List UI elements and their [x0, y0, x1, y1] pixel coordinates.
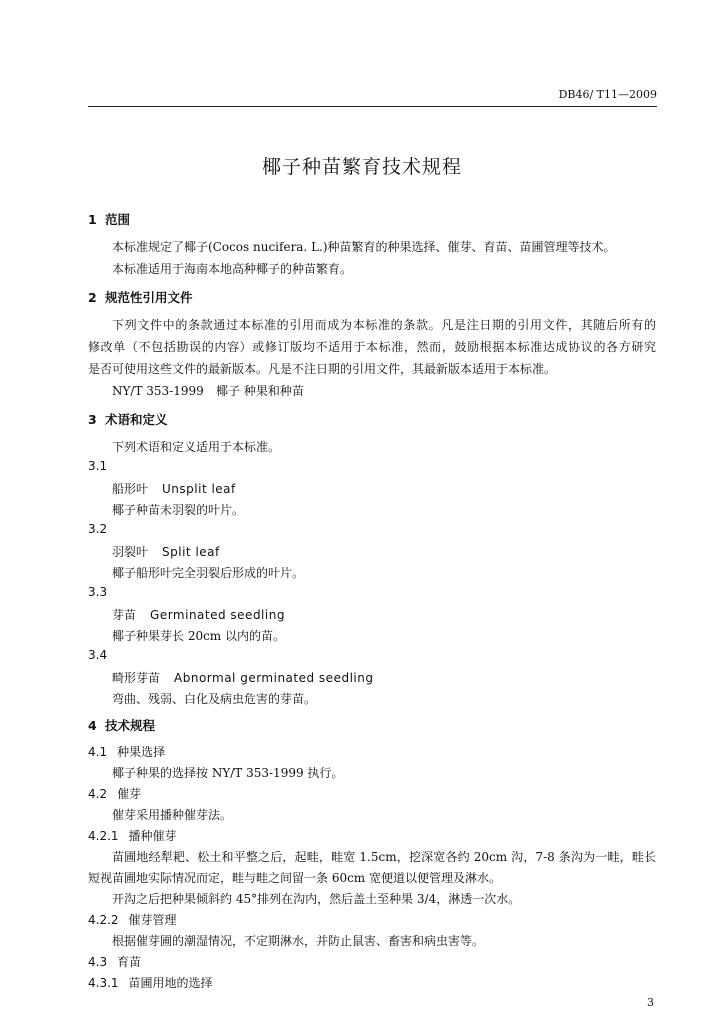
term-cn: 船形叶 [112, 482, 149, 496]
section-4-heading [88, 716, 155, 734]
subsection-4-2-2-heading [88, 911, 177, 928]
subsection-4-2-1-heading [88, 827, 177, 844]
scope-paragraph-2: 本标准适用于海南本地高种椰子的种苗繁育。 [112, 262, 353, 276]
term-heading [112, 480, 236, 497]
term-definition: 椰子船形叶完全羽裂后形成的叶片。 [112, 566, 305, 580]
sowing-text-line-2: 短视苗圃地实际情况而定，畦与畦之间留一条 60cm 宽便道以便管理及淋水。 [88, 871, 502, 885]
term-cn: 芽苗 [112, 608, 137, 622]
reference-code: NY/T 353-1999 [112, 384, 204, 398]
section-1-heading [88, 210, 130, 228]
subsection-title: 催芽 [117, 787, 142, 801]
document-title: 椰子种苗繁育技术规程 [261, 156, 462, 178]
term-en: Abnormal germinated seedling [174, 671, 374, 685]
sowing-text-line-3: 开沟之后把种果倾斜约 45°排列在沟内，然后盖土至种果 3/4，淋透一次水。 [112, 892, 521, 906]
term-definition: 椰子种苗未羽裂的叶片。 [112, 503, 245, 517]
term-number: 3.1 [88, 459, 108, 473]
subsection-number: 4.2 [88, 787, 108, 801]
subsection-4-3-1-heading [88, 974, 213, 991]
subsection-number: 4.3 [88, 955, 108, 969]
subsection-title: 播种催芽 [128, 829, 177, 843]
subsection-title: 催芽管理 [128, 913, 177, 927]
term-en: Unsplit leaf [162, 482, 236, 496]
subsection-number: 4.1 [88, 745, 108, 759]
page-number: 3 [647, 996, 654, 1009]
term-number: 3.4 [88, 648, 108, 662]
section-title: 范围 [105, 212, 131, 227]
germination-management-text: 根据催芽圃的潮湿情况，不定期淋水，并防止鼠害、畜害和病虫害等。 [112, 934, 485, 948]
germination-text: 催芽采用播种催芽法。 [112, 808, 233, 822]
sowing-text-line-1: 苗圃地经犁耙、松土和平整之后，起畦，畦宽 1.5cm，挖深宽各约 20cm 沟，7-8 条沟为一畦，畦长 [112, 850, 656, 864]
section-number: 2 [88, 290, 97, 305]
section-title: 规范性引用文件 [105, 290, 193, 305]
section-title: 技术规程 [105, 718, 156, 733]
section-number: 4 [88, 718, 97, 733]
term-definition: 椰子种果芽长 20cm 以内的苗。 [112, 629, 285, 643]
normative-reference [112, 382, 304, 399]
seed-selection-text: 椰子种果的选择按 NY/T 353-1999 执行。 [112, 766, 344, 780]
header-rule [88, 106, 657, 107]
term-en: Germinated seedling [150, 608, 285, 622]
term-heading [112, 669, 373, 686]
subsection-number: 4.3.1 [88, 976, 119, 990]
section-number: 3 [88, 412, 97, 427]
term-number: 3.2 [88, 522, 108, 536]
term-definition: 弯曲、残弱、白化及病虫危害的芽苗。 [112, 692, 317, 706]
subsection-title: 苗圃用地的选择 [128, 976, 213, 990]
subsection-number: 4.2.2 [88, 913, 119, 927]
term-heading [112, 543, 220, 560]
references-paragraph-line-1: 下列文件中的条款通过本标准的引用而成为本标准的条款。凡是注日期的引用文件，其随后所有的 [112, 318, 656, 332]
term-cn: 畸形芽苗 [112, 671, 161, 685]
subsection-4-3-heading [88, 953, 141, 970]
term-number: 3.3 [88, 585, 108, 599]
section-2-heading [88, 288, 193, 306]
subsection-title: 种果选择 [117, 745, 166, 759]
scope-paragraph-1: 本标准规定了椰子(Cocos nucifera. L.)种苗繁育的种果选择、催芽、育苗、苗圃管理等技术。 [112, 240, 616, 254]
document-number: DB46/ T11—2009 [558, 88, 657, 101]
term-en: Split leaf [162, 545, 220, 559]
terms-intro: 下列术语和定义适用于本标准。 [112, 440, 281, 454]
subsection-4-2-heading [88, 785, 141, 802]
reference-title: 椰子 种果和种苗 [216, 384, 304, 398]
term-cn: 羽裂叶 [112, 545, 149, 559]
subsection-4-1-heading [88, 743, 165, 760]
references-paragraph-line-3: 是否可使用这些文件的最新版本。凡是不注日期的引用文件，其最新版本适用于本标准。 [88, 362, 557, 376]
subsection-number: 4.2.1 [88, 829, 119, 843]
section-3-heading [88, 410, 168, 428]
subsection-title: 育苗 [117, 955, 142, 969]
term-heading [112, 606, 285, 623]
section-title: 术语和定义 [105, 412, 168, 427]
section-number: 1 [88, 212, 97, 227]
references-paragraph-line-2: 修改单（不包括勘误的内容）或修订版均不适用于本标准，然而，鼓励根据本标准达成协议的各方研究 [88, 340, 656, 354]
